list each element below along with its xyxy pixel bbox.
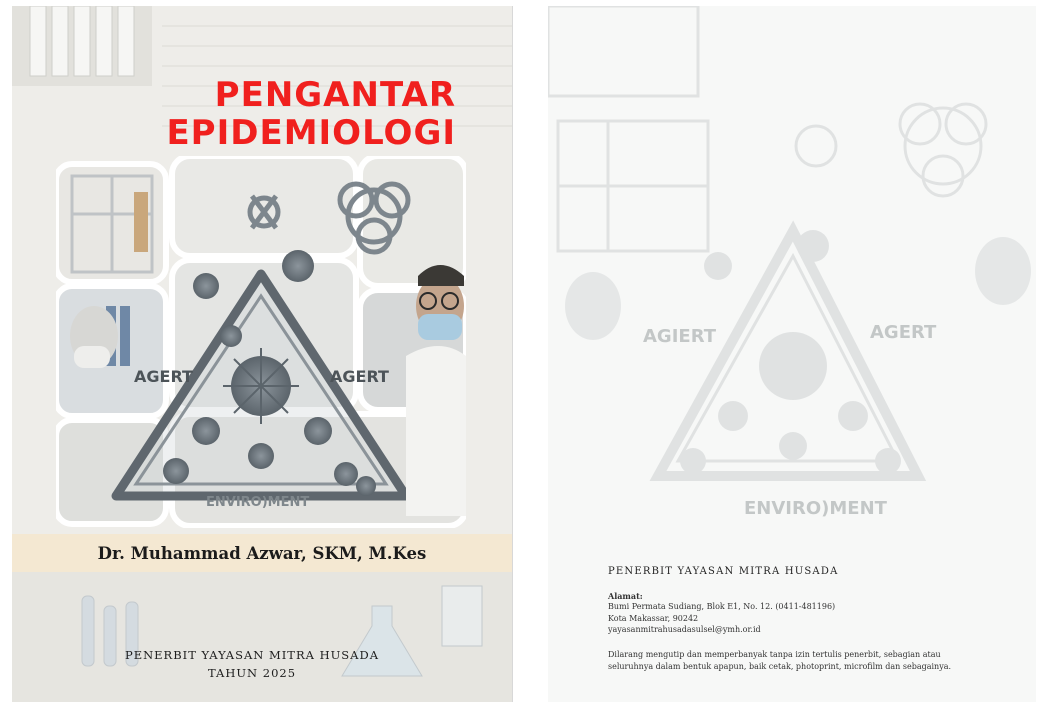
address-label: Alamat: (608, 591, 643, 601)
ghost-label-bottom: ENVIRO)MENT (744, 498, 887, 519)
art-label-bottom: ENVIRO)MENT (206, 495, 310, 510)
book-title (166, 76, 456, 152)
ghost-label-left: AGIERT (643, 326, 717, 347)
publisher-name: PENERBIT YAYASAN MITRA HUSADA (124, 648, 380, 662)
imprint-block (608, 566, 1028, 673)
art-label-left: AGERT (134, 367, 193, 386)
title-line-2: EPIDEMIOLOGI (166, 113, 456, 153)
front-cover (12, 6, 513, 702)
author-name: Dr. Muhammad Azwar, SKM, M.Kes (97, 543, 427, 563)
title-line-1: PENGANTAR (214, 75, 456, 115)
address-email: yayasanmitrahusadasulsel@ymh.or.id (608, 625, 761, 634)
address-line: Bumi Permata Sudiang, Blok E1, No. 12. (0411-481196) (608, 602, 836, 611)
imprint-page (548, 6, 1036, 702)
art-label-right: AGERT (330, 367, 389, 386)
epidemiology-triangle-illustration (56, 156, 466, 528)
author-band (12, 534, 512, 572)
address-line: Kota Makassar, 90242 (608, 613, 699, 623)
ghost-label-right: AGERT (870, 322, 937, 343)
copyright-notice: Dilarang mengutip dan memperbanyak tanpa izin tertulis penerbit, sebagian atau seluruhnya dalam bentuk apapun, baik cetak, photoprint, microfilm dan sebagainya. (608, 649, 952, 671)
imprint-publisher: PENERBIT YAYASAN MITRA HUSADA (608, 566, 839, 577)
publication-year: TAHUN 2025 (207, 666, 297, 680)
